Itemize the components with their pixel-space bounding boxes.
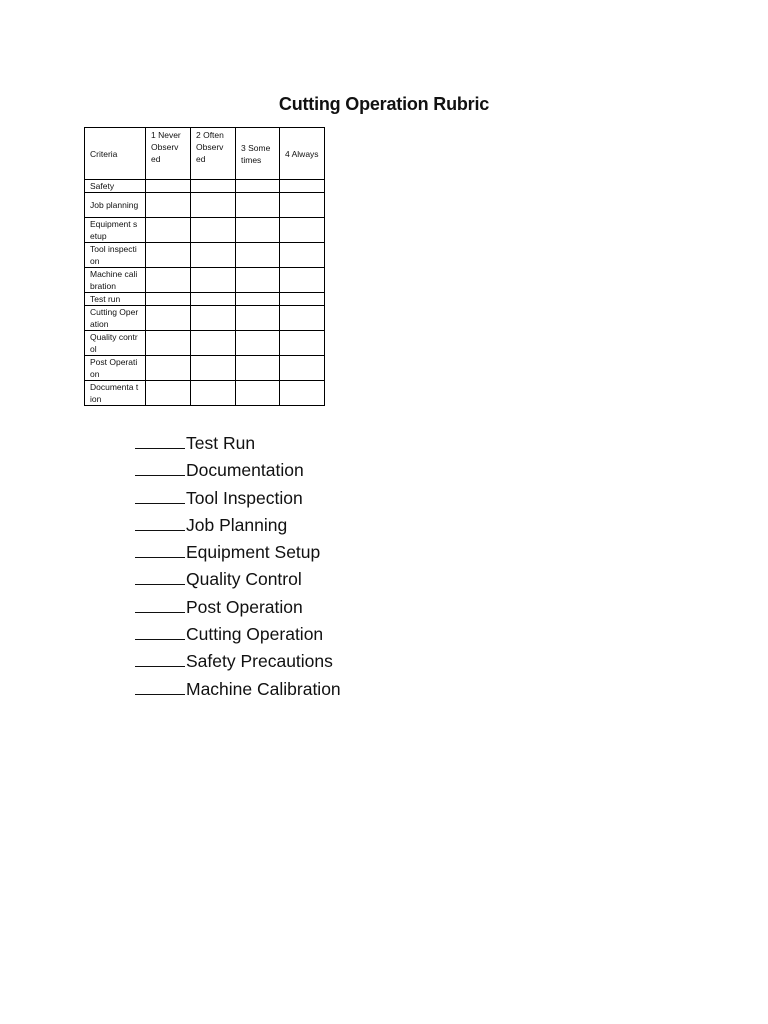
rubric-table	[84, 127, 325, 406]
rating-cell[interactable]	[191, 331, 236, 356]
list-item	[135, 485, 341, 512]
rating-cell[interactable]	[146, 381, 191, 406]
header-often-observed: 2 Often Observ ed	[191, 128, 236, 180]
rubric-header-row	[85, 128, 325, 180]
rating-cell[interactable]	[280, 381, 325, 406]
rating-cell[interactable]	[191, 180, 236, 193]
answer-blank[interactable]	[135, 502, 185, 504]
list-item	[135, 621, 341, 648]
list-item	[135, 676, 341, 703]
row-criteria-cutting-operation: Cutting Operation	[85, 306, 146, 331]
rating-cell[interactable]	[280, 306, 325, 331]
list-item	[135, 539, 341, 566]
rating-cell[interactable]	[146, 193, 191, 218]
matching-list	[135, 430, 341, 703]
list-item-label: Job Planning	[186, 514, 288, 535]
answer-blank[interactable]	[135, 474, 185, 476]
answer-blank[interactable]	[135, 638, 185, 640]
table-row	[85, 356, 325, 381]
list-item-label: Quality Control	[186, 569, 302, 590]
rating-cell[interactable]	[280, 356, 325, 381]
list-item-label: Tool Inspection	[186, 487, 303, 508]
rating-cell[interactable]	[146, 268, 191, 293]
list-item	[135, 566, 341, 593]
row-criteria-safety: Safety	[85, 180, 146, 193]
list-item-label: Safety Precautions	[186, 651, 333, 672]
table-row	[85, 218, 325, 243]
rating-cell[interactable]	[146, 306, 191, 331]
rating-cell[interactable]	[146, 331, 191, 356]
row-criteria-equipment-setup: Equipment setup	[85, 218, 146, 243]
list-item	[135, 457, 341, 484]
table-row	[85, 243, 325, 268]
rating-cell[interactable]	[236, 306, 280, 331]
table-row	[85, 293, 325, 306]
rating-cell[interactable]	[236, 193, 280, 218]
rating-cell[interactable]	[146, 218, 191, 243]
answer-blank[interactable]	[135, 447, 185, 449]
rating-cell[interactable]	[146, 356, 191, 381]
rating-cell[interactable]	[191, 268, 236, 293]
list-item	[135, 430, 341, 457]
answer-blank[interactable]	[135, 583, 185, 585]
rating-cell[interactable]	[280, 180, 325, 193]
table-row	[85, 180, 325, 193]
header-always: 4 Always	[280, 128, 325, 180]
rating-cell[interactable]	[280, 268, 325, 293]
answer-blank[interactable]	[135, 693, 185, 695]
rating-cell[interactable]	[280, 331, 325, 356]
answer-blank[interactable]	[135, 665, 185, 667]
table-row	[85, 306, 325, 331]
rating-cell[interactable]	[236, 243, 280, 268]
rating-cell[interactable]	[280, 218, 325, 243]
rating-cell[interactable]	[191, 356, 236, 381]
header-never-observed: 1 Never Observ ed	[146, 128, 191, 180]
rating-cell[interactable]	[191, 381, 236, 406]
rating-cell[interactable]	[236, 180, 280, 193]
rating-cell[interactable]	[191, 243, 236, 268]
row-criteria-job-planning: Job planning	[85, 193, 146, 218]
rating-cell[interactable]	[280, 193, 325, 218]
list-item-label: Documentation	[186, 460, 304, 481]
rating-cell[interactable]	[236, 293, 280, 306]
row-criteria-test-run: Test run	[85, 293, 146, 306]
rating-cell[interactable]	[236, 218, 280, 243]
answer-blank[interactable]	[135, 611, 185, 613]
rating-cell[interactable]	[146, 243, 191, 268]
rating-cell[interactable]	[191, 306, 236, 331]
page-title-text: Cutting Operation Rubric	[278, 94, 490, 114]
row-criteria-post-operation: Post Operation	[85, 356, 146, 381]
list-item-label: Post Operation	[186, 596, 303, 617]
header-sometimes: 3 Some times	[236, 128, 280, 180]
rating-cell[interactable]	[146, 180, 191, 193]
row-criteria-quality-control: Quality control	[85, 331, 146, 356]
table-row	[85, 331, 325, 356]
list-item	[135, 512, 341, 539]
rating-cell[interactable]	[236, 356, 280, 381]
rating-cell[interactable]	[280, 243, 325, 268]
list-item	[135, 594, 341, 621]
row-criteria-documentation: Documenta tion	[85, 381, 146, 406]
list-item-label: Machine Calibration	[186, 678, 341, 699]
row-criteria-machine-calibration: Machine calibration	[85, 268, 146, 293]
rating-cell[interactable]	[236, 331, 280, 356]
header-criteria: Criteria	[85, 128, 146, 180]
list-item-label: Cutting Operation	[186, 624, 324, 645]
rating-cell[interactable]	[280, 293, 325, 306]
rating-cell[interactable]	[191, 193, 236, 218]
list-item	[135, 648, 341, 675]
rating-cell[interactable]	[146, 293, 191, 306]
list-item-label: Equipment Setup	[186, 542, 321, 563]
table-row	[85, 193, 325, 218]
table-row	[85, 381, 325, 406]
rating-cell[interactable]	[191, 293, 236, 306]
answer-blank[interactable]	[135, 529, 185, 531]
rating-cell[interactable]	[236, 381, 280, 406]
page-title	[0, 94, 768, 115]
list-item-label: Test Run	[186, 433, 256, 453]
rating-cell[interactable]	[236, 268, 280, 293]
rating-cell[interactable]	[191, 218, 236, 243]
answer-blank[interactable]	[135, 556, 185, 558]
row-criteria-tool-inspection: Tool inspection	[85, 243, 146, 268]
table-row	[85, 268, 325, 293]
